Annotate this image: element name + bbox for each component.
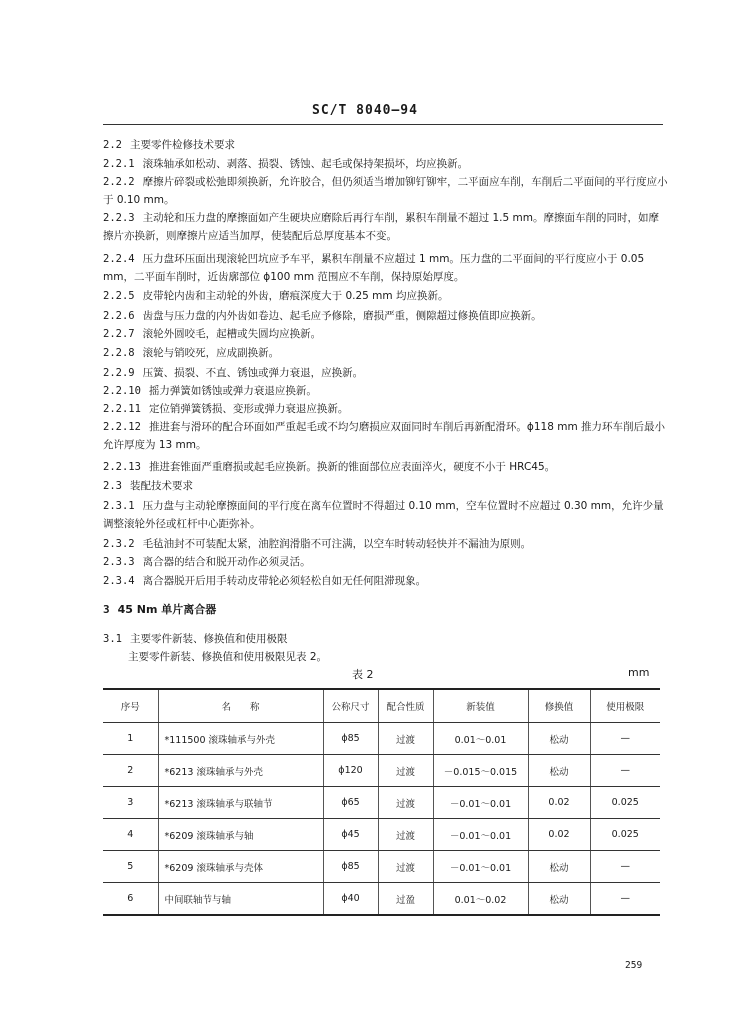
table-row: [103, 819, 660, 851]
table-row: [103, 755, 660, 787]
clause: [103, 155, 668, 173]
clause-number: 2.2.10: [103, 385, 141, 397]
table-caption: 表 2: [352, 668, 374, 681]
table-cell: 0.025: [590, 787, 660, 819]
clause-number: 2.2.11: [103, 403, 141, 415]
clause-text: 毛毡油封不可装配太紧，油腔润滑脂不可注满，以空车时转动轻快并不漏油为原则。: [142, 538, 532, 550]
clause-number: 2.2.5: [103, 290, 135, 302]
section-title: 45 Nm 单片离合器: [117, 603, 217, 616]
table-cell: 0.02: [528, 819, 590, 851]
clause: [103, 458, 668, 476]
clause-number: 2.2.1: [103, 158, 135, 170]
table-cell: －0.01～0.01: [433, 851, 528, 883]
table-cell: 中间联轴节与轴: [158, 883, 323, 916]
clause-text: 滚轮外圆咬毛，起槽或失圆均应换新。: [142, 328, 322, 340]
clause-text: 定位销弹簧锈损、变形或弹力衰退应换新。: [148, 403, 349, 415]
table-cell: —: [590, 755, 660, 787]
standard-code: SC/T 8040—94: [312, 103, 418, 118]
section-heading: [103, 601, 668, 619]
clause-text: 滚珠轴承如松动、剥落、损裂、锈蚀、起毛或保持架损坏，均应换新。: [142, 158, 469, 170]
header-cell: 公称尺寸: [323, 689, 378, 723]
table-row: [103, 883, 660, 916]
clause-text: 压力盘环压面出现滚轮凹坑应予车平，累积车削量不应超过 1 mm。压力盘的二平面间的平行度应小于 0.05 mm，二平面车削时，近齿廓部位 ϕ100 mm 范围应不车削，保持原始厚度。: [103, 253, 645, 283]
clause-text: 主要零件检修技术要求: [129, 139, 235, 151]
clause-text: 皮带轮内齿和主动轮的外齿，磨痕深度大于 0.25 mm 均应换新。: [142, 290, 449, 302]
table-row: [103, 787, 660, 819]
table-row: [103, 723, 660, 755]
table-cell: 0.01～0.01: [433, 723, 528, 755]
clause-text: 离合器的结合和脱开动作必须灵活。: [142, 556, 311, 568]
clause: [103, 553, 668, 571]
table-cell: 松动: [528, 755, 590, 787]
header-cell: 配合性质: [378, 689, 433, 723]
table-cell: 1: [103, 723, 158, 755]
table-cell: 过渡: [378, 851, 433, 883]
clause: [103, 287, 668, 305]
header-rule: [103, 124, 663, 125]
table-cell: 过渡: [378, 819, 433, 851]
subsection-number: 3.1: [103, 633, 122, 645]
clause-number: 2.2.7: [103, 328, 135, 340]
table-cell: ϕ40: [323, 883, 378, 916]
table-cell: 0.025: [590, 819, 660, 851]
header-cell: 名 称: [158, 689, 323, 723]
table-cell: ϕ65: [323, 787, 378, 819]
clause: [103, 136, 668, 154]
clause-text: 推进套与滑环的配合环面如严重起毛或不均匀磨损应双面同时车削后再新配滑环。ϕ118 mm 推力环车削后最小允许厚度为 13 mm。: [103, 421, 666, 451]
table-cell: 过渡: [378, 723, 433, 755]
clause-text: 推进套锥面严重磨损或起毛应换新。换新的锥面部位应表面淬火，硬度不小于 HRC45。: [148, 461, 556, 473]
clause-text: 主动轮和压力盘的摩擦面如产生硬块应磨除后再行车削，累积车削量不超过 1.5 mm。摩擦面车削的同时，如摩擦片亦换新，则摩擦片应适当加厚，使装配后总厚度基本不变。: [103, 212, 659, 242]
table-cell: 0.02: [528, 787, 590, 819]
table-cell: 5: [103, 851, 158, 883]
table-cell: ϕ85: [323, 851, 378, 883]
table-cell: 6: [103, 883, 158, 916]
clause-number: 2.3.4: [103, 575, 135, 587]
table-header-row: [103, 689, 660, 723]
table-cell: *6209 滚珠轴承与轴: [158, 819, 323, 851]
page-number: 259: [625, 960, 643, 971]
clause-number: 2.2.9: [103, 367, 135, 379]
table-cell: －0.01～0.01: [433, 819, 528, 851]
clause-number: 2.2.2: [103, 176, 135, 188]
clause: [103, 477, 668, 495]
table-body: [103, 723, 660, 916]
clause: [103, 173, 668, 209]
clause-text: 滚轮与销咬死，应成副换新。: [142, 347, 280, 359]
clause-number: 2.3.1: [103, 500, 135, 512]
clause-number: 2.2.12: [103, 421, 141, 433]
clause-text: 离合器脱开后用手转动皮带轮必须轻松自如无任何阻滞现象。: [142, 575, 427, 587]
table-cell: －0.015～0.015: [433, 755, 528, 787]
table-row: [103, 851, 660, 883]
clause: [103, 382, 668, 400]
table-intro: 主要零件新装、修换值和使用极限见表 2。: [128, 651, 328, 663]
table-cell: 松动: [528, 883, 590, 916]
clause-number: 2.2.3: [103, 212, 135, 224]
clause: [103, 400, 668, 418]
clause-number: 2.2.13: [103, 461, 141, 473]
clause-text: 摩擦片碎裂或松弛即须换新，允许胶合，但仍须适当增加铆钉铆牢，二平面应车削，车削后二平面间的平行度应小于 0.10 mm。: [103, 176, 668, 206]
clause: [103, 535, 668, 553]
header-cell: 序号: [103, 689, 158, 723]
table-cell: 松动: [528, 723, 590, 755]
table-cell: —: [590, 851, 660, 883]
clause-text: 压簧、损裂、不直、锈蚀或弹力衰退，应换新。: [142, 367, 364, 379]
table-cell: —: [590, 883, 660, 916]
clause-number: 2.2.8: [103, 347, 135, 359]
clause-number: 2.2.6: [103, 310, 135, 322]
clause: [103, 572, 668, 590]
clause: [103, 418, 668, 454]
header-cell: 使用极限: [590, 689, 660, 723]
spec-table: [103, 688, 660, 916]
header-cell: 修换值: [528, 689, 590, 723]
table-cell: ϕ85: [323, 723, 378, 755]
clause-number: 2.3.2: [103, 538, 135, 550]
table-cell: 4: [103, 819, 158, 851]
section-number: 3: [103, 603, 110, 616]
table-cell: 2: [103, 755, 158, 787]
clause-text: 齿盘与压力盘的内外齿如卷边、起毛应予修除，磨损严重，侧隙超过修换值即应换新。: [142, 310, 542, 322]
table-cell: *6209 滚珠轴承与壳体: [158, 851, 323, 883]
clause: [103, 209, 668, 245]
table-cell: ϕ120: [323, 755, 378, 787]
table-cell: *6213 滚珠轴承与联轴节: [158, 787, 323, 819]
table-cell: *111500 滚珠轴承与外壳: [158, 723, 323, 755]
clause: [103, 307, 668, 325]
clause-number: 2.2.4: [103, 253, 135, 265]
table-cell: －0.01～0.01: [433, 787, 528, 819]
table-cell: 过渡: [378, 787, 433, 819]
clause-text: 压力盘与主动轮摩擦面间的平行度在离车位置时不得超过 0.10 mm，空车位置时不应超过 0.30 mm，允许少量调整滚轮外径或杠杆中心距弥补。: [103, 500, 664, 530]
clause-number: 2.3.3: [103, 556, 135, 568]
clause-number: 2.3: [103, 480, 122, 492]
table-cell: *6213 滚珠轴承与外壳: [158, 755, 323, 787]
table-cell: 0.01～0.02: [433, 883, 528, 916]
subsection-title: 主要零件新装、修换值和使用极限: [129, 633, 288, 645]
subsection-heading: [103, 630, 668, 648]
table-unit: mm: [628, 666, 650, 679]
header-cell: 新装值: [433, 689, 528, 723]
table-cell: —: [590, 723, 660, 755]
table-cell: 过盈: [378, 883, 433, 916]
clause: [103, 250, 668, 286]
clause: [103, 344, 668, 362]
clause-number: 2.2: [103, 139, 122, 151]
clause-text: 装配技术要求: [129, 480, 193, 492]
clause: [103, 325, 668, 343]
table-cell: 松动: [528, 851, 590, 883]
clause: [103, 364, 668, 382]
table-cell: 3: [103, 787, 158, 819]
clause-text: 摇力弹簧如锈蚀或弹力衰退应换新。: [148, 385, 317, 397]
clause: [103, 497, 668, 533]
table-cell: ϕ45: [323, 819, 378, 851]
table-cell: 过渡: [378, 755, 433, 787]
